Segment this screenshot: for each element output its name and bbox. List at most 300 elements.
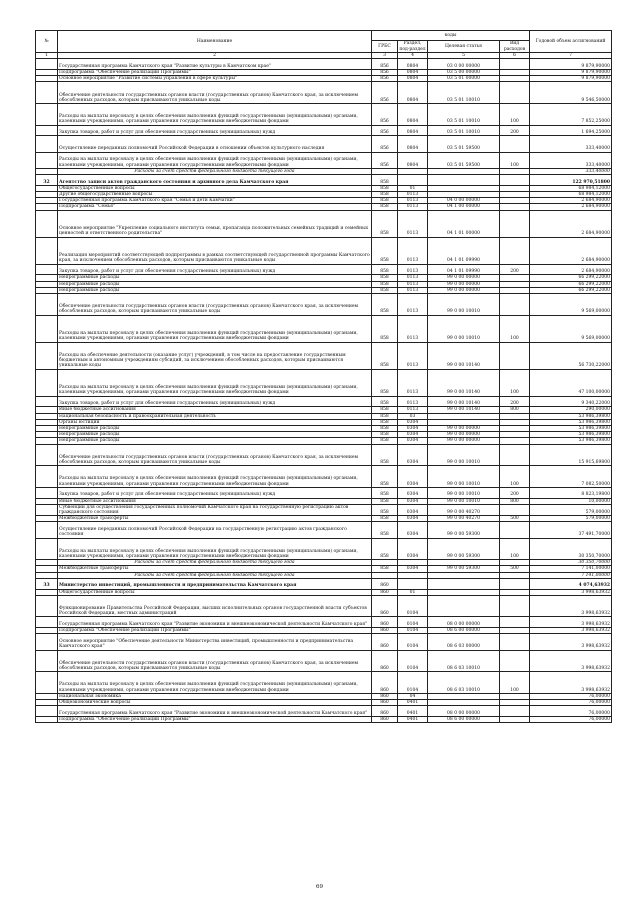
row-amount: 579,00000: [530, 504, 612, 515]
row-razdel: 0113: [398, 396, 428, 407]
row-expense-type: [500, 504, 530, 515]
row-name: Обеспечение деятельности государственных органов власти (государственных органов) Камчатского края, за исключением обособленных расходов, которым присваиваются уникальные коды: [58, 444, 372, 466]
row-amount: 53 986,39800: [530, 419, 612, 425]
row-number: [36, 264, 58, 275]
row-amount: 9 879,90000: [530, 76, 612, 82]
table-row: [36, 125, 612, 136]
row-expense-type: [500, 706, 530, 717]
row-target-article: 99 0 00 10140: [428, 369, 500, 396]
row-name: Обеспечение деятельности государственных органов власти (государственных органов) Камчатского края, за исключением обособленных расходов, которым присваиваются уникальные коды: [58, 650, 372, 672]
row-amount: 3 998,63932: [530, 672, 612, 694]
row-name: Непрограммные расходы: [58, 287, 372, 293]
row-amount: 7 852,25000: [530, 104, 612, 126]
header-cs: Целевая статья: [428, 41, 500, 53]
row-razdel: 0104: [398, 595, 428, 617]
header-grbs: ГРБС: [372, 41, 398, 53]
table-row: [36, 672, 612, 694]
row-amount: 15 915,69800: [530, 444, 612, 466]
row-amount: 76,00000: [530, 716, 612, 722]
row-expense-type: 200: [500, 125, 530, 136]
row-number: [36, 487, 58, 498]
row-razdel: 0304: [398, 425, 428, 431]
row-grbs: 856: [372, 125, 398, 136]
row-name: Общегосударственные вопросы: [58, 589, 372, 595]
row-grbs: 860: [372, 595, 398, 617]
row-grbs: 856: [372, 104, 398, 126]
row-expense-type: 500: [500, 566, 530, 572]
row-grbs: 860: [372, 699, 398, 705]
row-name: Непрограммные расходы: [58, 432, 372, 438]
row-name: Расходы за счет средств федерального бюджета текущего года: [58, 168, 372, 174]
row-number: [36, 716, 58, 722]
table-row: [36, 293, 612, 315]
row-razdel: 0113: [398, 293, 428, 315]
row-grbs: 856: [372, 136, 398, 152]
row-target-article: 99 0 00 00000: [428, 425, 500, 431]
row-target-article: 99 0 00 00000: [428, 287, 500, 293]
row-grbs: 858: [372, 396, 398, 407]
row-amount: 9 569,00000: [530, 293, 612, 315]
row-number: [36, 293, 58, 315]
row-target-article: 04 1 01 09990: [428, 237, 500, 264]
row-name: Расходы на обеспечение деятельности (оказание услуг) учреждений, в том числе на предоставление государственным бюджетным и автономным учреждениям субсидий, за исключением обособленных расходов, которым присваиваются уникальные коды: [58, 342, 372, 369]
row-razdel: 0401: [398, 699, 428, 705]
row-amount: 47 100,00000: [530, 369, 612, 396]
row-grbs: 860: [372, 650, 398, 672]
row-razdel: 0113: [398, 198, 428, 204]
row-name: Государственная программа Камчатского края "Развитие экономики и внешнеэкономической деятельности Камчатского края": [58, 617, 372, 628]
row-razdel: 0113: [398, 275, 428, 281]
row-amount: 9 569,00000: [530, 315, 612, 342]
row-grbs: 860: [372, 693, 398, 699]
table-row: [36, 315, 612, 342]
row-amount: 66 299,22000: [530, 287, 612, 293]
row-amount: 2 684,90000: [530, 204, 612, 210]
row-number: [36, 104, 58, 126]
row-grbs: 858: [372, 444, 398, 466]
row-name: Межбюджетные трансферты: [58, 566, 372, 572]
header-index-cell: 4: [398, 53, 428, 59]
row-amount: 9 879,90000: [530, 70, 612, 76]
header-codes: коды: [372, 31, 530, 41]
row-target-article: 03 5 01 00000: [428, 76, 500, 82]
row-number: [36, 237, 58, 264]
row-razdel: 04: [398, 693, 428, 699]
row-name: Расходы за счет средств федерального бюджета текущего года: [58, 572, 372, 578]
table-row: [36, 136, 612, 152]
row-grbs: 860: [372, 634, 398, 650]
row-target-article: [428, 595, 500, 617]
row-grbs: 860: [372, 716, 398, 722]
header-vr: Вид расходов: [500, 41, 530, 53]
row-grbs: 858: [372, 538, 398, 560]
row-name: Расходы на выплаты персоналу в целях обеспечения выполнения функций государственными (муниципальными) органами, казенными учреждениями, органами управления государственными внебюджетными фондами: [58, 369, 372, 396]
row-target-article: 08 6 03 10010: [428, 650, 500, 672]
row-grbs: 858: [372, 369, 398, 396]
row-amount: 9 546,50000: [530, 82, 612, 104]
row-amount: 53 986,39800: [530, 438, 612, 444]
row-grbs: 858: [372, 237, 398, 264]
row-target-article: 08 6 03 10010: [428, 672, 500, 694]
row-amount: 56 730,22000: [530, 342, 612, 369]
row-name: Подпрограмма "Обеспечение реализации Программы": [58, 628, 372, 634]
row-razdel: 0113: [398, 264, 428, 275]
row-grbs: 856: [372, 70, 398, 76]
row-target-article: 99 0 00 10140: [428, 407, 500, 413]
row-grbs: 858: [372, 174, 398, 185]
row-name: Межбюджетные трансферты: [58, 516, 372, 522]
header-amount: Годовой объем ассигнований: [530, 31, 612, 53]
row-grbs: 858: [372, 466, 398, 488]
row-target-article: 99 0 00 10010: [428, 293, 500, 315]
table-row: [36, 595, 612, 617]
row-grbs: 858: [372, 425, 398, 431]
row-razdel: 0304: [398, 419, 428, 425]
row-number: 32: [36, 174, 58, 185]
table-header: [36, 31, 612, 59]
row-razdel: 0113: [398, 281, 428, 287]
row-razdel: 0304: [398, 516, 428, 522]
row-expense-type: 100: [500, 152, 530, 168]
row-target-article: 99 0 00 00000: [428, 281, 500, 287]
row-target-article: 04 0 00 00000: [428, 198, 500, 204]
row-target-article: 03 5 01 59500: [428, 152, 500, 168]
row-expense-type: [500, 522, 530, 538]
row-name: Общегосударственные вопросы: [58, 185, 372, 191]
row-name: Расходы на выплаты персоналу в целях обеспечения выполнения функций государственными (муниципальными) органами, казенными учреждениями, органами управления государственными внебюджетными фондами: [58, 104, 372, 126]
row-razdel: 0113: [398, 315, 428, 342]
row-name: Иные бюджетные ассигнования: [58, 407, 372, 413]
table-row: [36, 716, 612, 722]
row-amount: 333,40000: [530, 168, 612, 174]
row-number: [36, 650, 58, 672]
row-name: Закупка товаров, работ и услуг для обеспечения государственных (муниципальных) нужд: [58, 396, 372, 407]
row-number: [36, 152, 58, 168]
row-amount: 2 684,90000: [530, 210, 612, 237]
row-name: Функционирование Правительства Российской Федерации, высших исполнительных органов государственной власти субъектов Российской Федерации, местных администраций: [58, 595, 372, 617]
row-target-article: 99 0 00 40270: [428, 516, 500, 522]
row-grbs: 858: [372, 315, 398, 342]
row-amount: 68 984,12000: [530, 191, 612, 197]
row-name: Подпрограмма "Обеспечение реализации Программы": [58, 716, 372, 722]
row-expense-type: 100: [500, 466, 530, 488]
row-razdel: 0804: [398, 59, 428, 70]
row-expense-type: 200: [500, 487, 530, 498]
row-name: Общеэкономические вопросы: [58, 699, 372, 705]
row-number: [36, 82, 58, 104]
row-target-article: 99 0 00 10010: [428, 444, 500, 466]
row-target-article: 08 6 03 00000: [428, 634, 500, 650]
row-amount: 3 998,63932: [530, 650, 612, 672]
row-expense-type: [500, 59, 530, 70]
row-amount: 3 998,63932: [530, 634, 612, 650]
row-amount: 122 970,51800: [530, 174, 612, 185]
row-expense-type: 800: [500, 498, 530, 504]
row-razdel: 0401: [398, 706, 428, 717]
row-grbs: 858: [372, 281, 398, 287]
row-number: [36, 369, 58, 396]
row-grbs: 858: [372, 275, 398, 281]
row-number: [36, 396, 58, 407]
row-target-article: [428, 174, 500, 185]
row-expense-type: [500, 136, 530, 152]
row-expense-type: [500, 444, 530, 466]
row-name: Государственная программа Камчатского края "Развитие культуры в Камчатском крае": [58, 59, 372, 70]
row-grbs: 856: [372, 152, 398, 168]
row-razdel: 03: [398, 413, 428, 419]
row-amount: 30 350,70000: [530, 560, 612, 566]
table-row: [36, 152, 612, 168]
row-name: Другие общегосударственные вопросы: [58, 191, 372, 197]
row-name: Национальная экономика: [58, 693, 372, 699]
row-expense-type: 200: [500, 264, 530, 275]
header-index-cell: 1: [36, 53, 58, 59]
row-amount: 2 684,90000: [530, 198, 612, 204]
row-amount: 3 998,63932: [530, 617, 612, 628]
row-expense-type: 100: [500, 315, 530, 342]
row-razdel: 0304: [398, 538, 428, 560]
table-row: [36, 538, 612, 560]
row-amount: 76,00000: [530, 693, 612, 699]
row-name: Иные бюджетные ассигнования: [58, 498, 372, 504]
row-razdel: 0401: [398, 716, 428, 722]
row-target-article: 99 0 00 00000: [428, 438, 500, 444]
row-amount: 9 340,22000: [530, 396, 612, 407]
row-name: Закупка товаров, работ и услуг для обеспечения государственных (муниципальных) нужд: [58, 125, 372, 136]
row-razdel: 0113: [398, 237, 428, 264]
row-razdel: 0113: [398, 191, 428, 197]
row-grbs: 860: [372, 672, 398, 694]
table-row: [36, 264, 612, 275]
table-row: [36, 342, 612, 369]
row-amount: 66 299,22000: [530, 275, 612, 281]
row-name: Субвенции для осуществления государственных полномочий Камчатского края на государственную регистрацию актов гражданского состояния: [58, 504, 372, 515]
row-name: Агентство записи актов гражданского состояния и архивного дела Камчатского края: [58, 174, 372, 185]
table-row: [36, 487, 612, 498]
row-number: [36, 595, 58, 617]
row-target-article: 99 0 00 10140: [428, 342, 500, 369]
row-amount: 53 986,39800: [530, 432, 612, 438]
row-target-article: 99 0 00 59300: [428, 566, 500, 572]
row-target-article: [428, 578, 500, 589]
row-name: Государственная программа Камчатского края "Развитие экономики и внешнеэкономической деятельности Камчатского края": [58, 706, 372, 717]
table-row: [36, 466, 612, 488]
row-grbs: 858: [372, 516, 398, 522]
row-name: Расходы на выплаты персоналу в целях обеспечения выполнения функций государственными (муниципальными) органами, казенными учреждениями, органами управления государственными внебюджетными фондами: [58, 466, 372, 488]
row-expense-type: [500, 634, 530, 650]
header-index-cell: 5: [428, 53, 500, 59]
row-amount: 10,00000: [530, 498, 612, 504]
row-name: Непрограммные расходы: [58, 281, 372, 287]
row-expense-type: [500, 237, 530, 264]
table-row: [36, 104, 612, 126]
row-expense-type: [500, 210, 530, 237]
row-amount: 66 299,22000: [530, 281, 612, 287]
row-number: [36, 672, 58, 694]
row-name: Обеспечение деятельности государственных органов власти (государственных органов) Камчатского края, за исключением обособленных расходов, которым присваиваются уникальные коды: [58, 82, 372, 104]
table-row: [36, 650, 612, 672]
row-name: Расходы за счет средств федерального бюджета текущего года: [58, 560, 372, 566]
row-expense-type: 500: [500, 516, 530, 522]
row-name: Расходы на выплаты персоналу в целях обеспечения выполнения функций государственными (муниципальными) органами, казенными учреждениями, органами управления государственными внебюджетными фондами: [58, 152, 372, 168]
row-target-article: 99 0 00 10140: [428, 396, 500, 407]
row-razdel: 0113: [398, 210, 428, 237]
row-expense-type: [500, 578, 530, 589]
row-grbs: 858: [372, 210, 398, 237]
row-razdel: 0104: [398, 672, 428, 694]
row-name: Основное мероприятие "Укрепление социального института семьи, пропаганда положительных семейных традиций и семейных ценностей и ответственного родительства": [58, 210, 372, 237]
table-row: [36, 82, 612, 104]
row-number: [36, 504, 58, 515]
row-razdel: [398, 174, 428, 185]
header-index-cell: 2: [58, 53, 372, 59]
row-expense-type: 100: [500, 672, 530, 694]
table-row: [36, 522, 612, 538]
row-amount: 30 350,70000: [530, 538, 612, 560]
row-amount: 3 998,63932: [530, 595, 612, 617]
row-grbs: 858: [372, 287, 398, 293]
header-index-cell: 7: [530, 53, 612, 59]
row-expense-type: [500, 293, 530, 315]
table-row: [36, 444, 612, 466]
row-razdel: 01: [398, 185, 428, 191]
row-razdel: 0804: [398, 152, 428, 168]
row-number: [36, 706, 58, 717]
row-amount: 37 491,70000: [530, 522, 612, 538]
row-razdel: 0113: [398, 407, 428, 413]
header-index-cell: 3: [372, 53, 398, 59]
row-grbs: 858: [372, 293, 398, 315]
row-grbs: 858: [372, 191, 398, 197]
row-expense-type: [500, 617, 530, 628]
row-expense-type: 100: [500, 369, 530, 396]
row-name: Государственная программа Камчатского края "Семья и дети Камчатки": [58, 198, 372, 204]
row-amount: 68 984,12000: [530, 185, 612, 191]
row-amount: 7 141,00000: [530, 566, 612, 572]
row-amount: 2 684,90000: [530, 264, 612, 275]
row-name: Подпрограмма "Семья": [58, 204, 372, 210]
row-grbs: 856: [372, 82, 398, 104]
row-razdel: 0304: [398, 522, 428, 538]
row-target-article: 04 1 00 00000: [428, 204, 500, 210]
row-amount: 7 082,50000: [530, 466, 612, 488]
row-razdel: 0804: [398, 125, 428, 136]
row-grbs: 858: [372, 264, 398, 275]
row-target-article: 03 5 01 10010: [428, 82, 500, 104]
row-name: Расходы на выплаты персоналу в целях обеспечения выполнения функций государственными (муниципальными) органами, казенными учреждениями, органами управления государственными внебюджетными фондами: [58, 672, 372, 694]
row-target-article: 08 6 00 00000: [428, 716, 500, 722]
row-amount: 1 694,25000: [530, 125, 612, 136]
row-grbs: 858: [372, 185, 398, 191]
row-target-article: 08 0 00 00000: [428, 617, 500, 628]
row-name: Обеспечение деятельности государственных органов власти (государственных органов) Камчатского края, за исключением обособленных расходов, которым присваиваются уникальные коды: [58, 293, 372, 315]
budget-table-sheet: [35, 30, 611, 723]
row-name: Закупка товаров, работ и услуг для обеспечения государственных (муниципальных) нужд: [58, 487, 372, 498]
row-razdel: 0304: [398, 504, 428, 515]
table-row: [36, 634, 612, 650]
row-amount: 3 998,63932: [530, 589, 612, 595]
row-name: Непрограммные расходы: [58, 275, 372, 281]
row-target-article: 99 0 00 10010: [428, 315, 500, 342]
row-target-article: 03 5 01 10010: [428, 125, 500, 136]
header-razdel: Раздел, под-раздел: [399, 41, 426, 52]
table-row: [36, 504, 612, 515]
table-row: [36, 706, 612, 717]
row-razdel: 0104: [398, 628, 428, 634]
row-grbs: 860: [372, 578, 398, 589]
row-grbs: 858: [372, 342, 398, 369]
row-number: [36, 634, 58, 650]
row-expense-type: 800: [500, 407, 530, 413]
row-name: Основное мероприятие "Обеспечение деятельности Министерства инвестиций, промышленности и предпринимательства Камчатского края": [58, 634, 372, 650]
row-target-article: 03 0 00 00000: [428, 59, 500, 70]
row-target-article: 99 0 00 59300: [428, 538, 500, 560]
row-target-article: 08 6 00 00000: [428, 628, 500, 634]
row-target-article: 04 1 01 09990: [428, 264, 500, 275]
row-amount: 4 074,63932: [530, 578, 612, 589]
row-target-article: 99 0 00 10010: [428, 487, 500, 498]
row-amount: 3 998,63932: [530, 628, 612, 634]
row-name: Закупка товаров, работ и услуг для обеспечения государственных (муниципальных) нужд: [58, 264, 372, 275]
table-row: [36, 617, 612, 628]
row-name: Расходы на выплаты персоналу в целях обеспечения выполнения функций государственными (муниципальными) органами, казенными учреждениями, органами управления государственными внебюджетными фондами: [58, 315, 372, 342]
row-expense-type: [500, 82, 530, 104]
row-razdel: 0113: [398, 287, 428, 293]
row-grbs: 858: [372, 438, 398, 444]
row-number: [36, 136, 58, 152]
row-razdel: 0304: [398, 487, 428, 498]
row-expense-type: [500, 595, 530, 617]
row-razdel: [398, 578, 428, 589]
row-target-article: 08 0 00 00000: [428, 706, 500, 717]
row-grbs: 858: [372, 419, 398, 425]
row-target-article: 99 0 00 00000: [428, 432, 500, 438]
row-number: [36, 59, 58, 70]
row-razdel: 0304: [398, 432, 428, 438]
row-razdel: 0304: [398, 566, 428, 572]
row-target-article: 04 1 01 00000: [428, 210, 500, 237]
row-amount: 333,40000: [530, 136, 612, 152]
row-expense-type: [500, 342, 530, 369]
row-grbs: 858: [372, 413, 398, 419]
row-amount: 333,40000: [530, 152, 612, 168]
table-row: [36, 396, 612, 407]
row-expense-type: [500, 174, 530, 185]
row-razdel: 0804: [398, 136, 428, 152]
row-amount: 9 879,90000: [530, 59, 612, 70]
row-grbs: 860: [372, 706, 398, 717]
row-razdel: 0113: [398, 342, 428, 369]
table-row: [36, 210, 612, 237]
row-razdel: 0104: [398, 617, 428, 628]
row-grbs: 858: [372, 504, 398, 515]
row-name: Основное мероприятие "Развитие системы управления в сфере культуры": [58, 76, 372, 82]
row-grbs: 858: [372, 522, 398, 538]
row-grbs: 858: [372, 407, 398, 413]
table-row: [36, 369, 612, 396]
row-razdel: 0113: [398, 204, 428, 210]
budget-table: [35, 30, 612, 723]
row-target-article: 99 0 00 00000: [428, 275, 500, 281]
row-razdel: 0804: [398, 76, 428, 82]
table-body: [36, 59, 612, 723]
header-index-cell: 6: [500, 53, 530, 59]
row-razdel: 0304: [398, 466, 428, 488]
row-number: [36, 315, 58, 342]
row-grbs: 860: [372, 589, 398, 595]
header-name: Наименование: [58, 31, 372, 53]
row-name: Осуществление переданных полномочий Российской Федерации в отношении объектов культурного наследия: [58, 136, 372, 152]
